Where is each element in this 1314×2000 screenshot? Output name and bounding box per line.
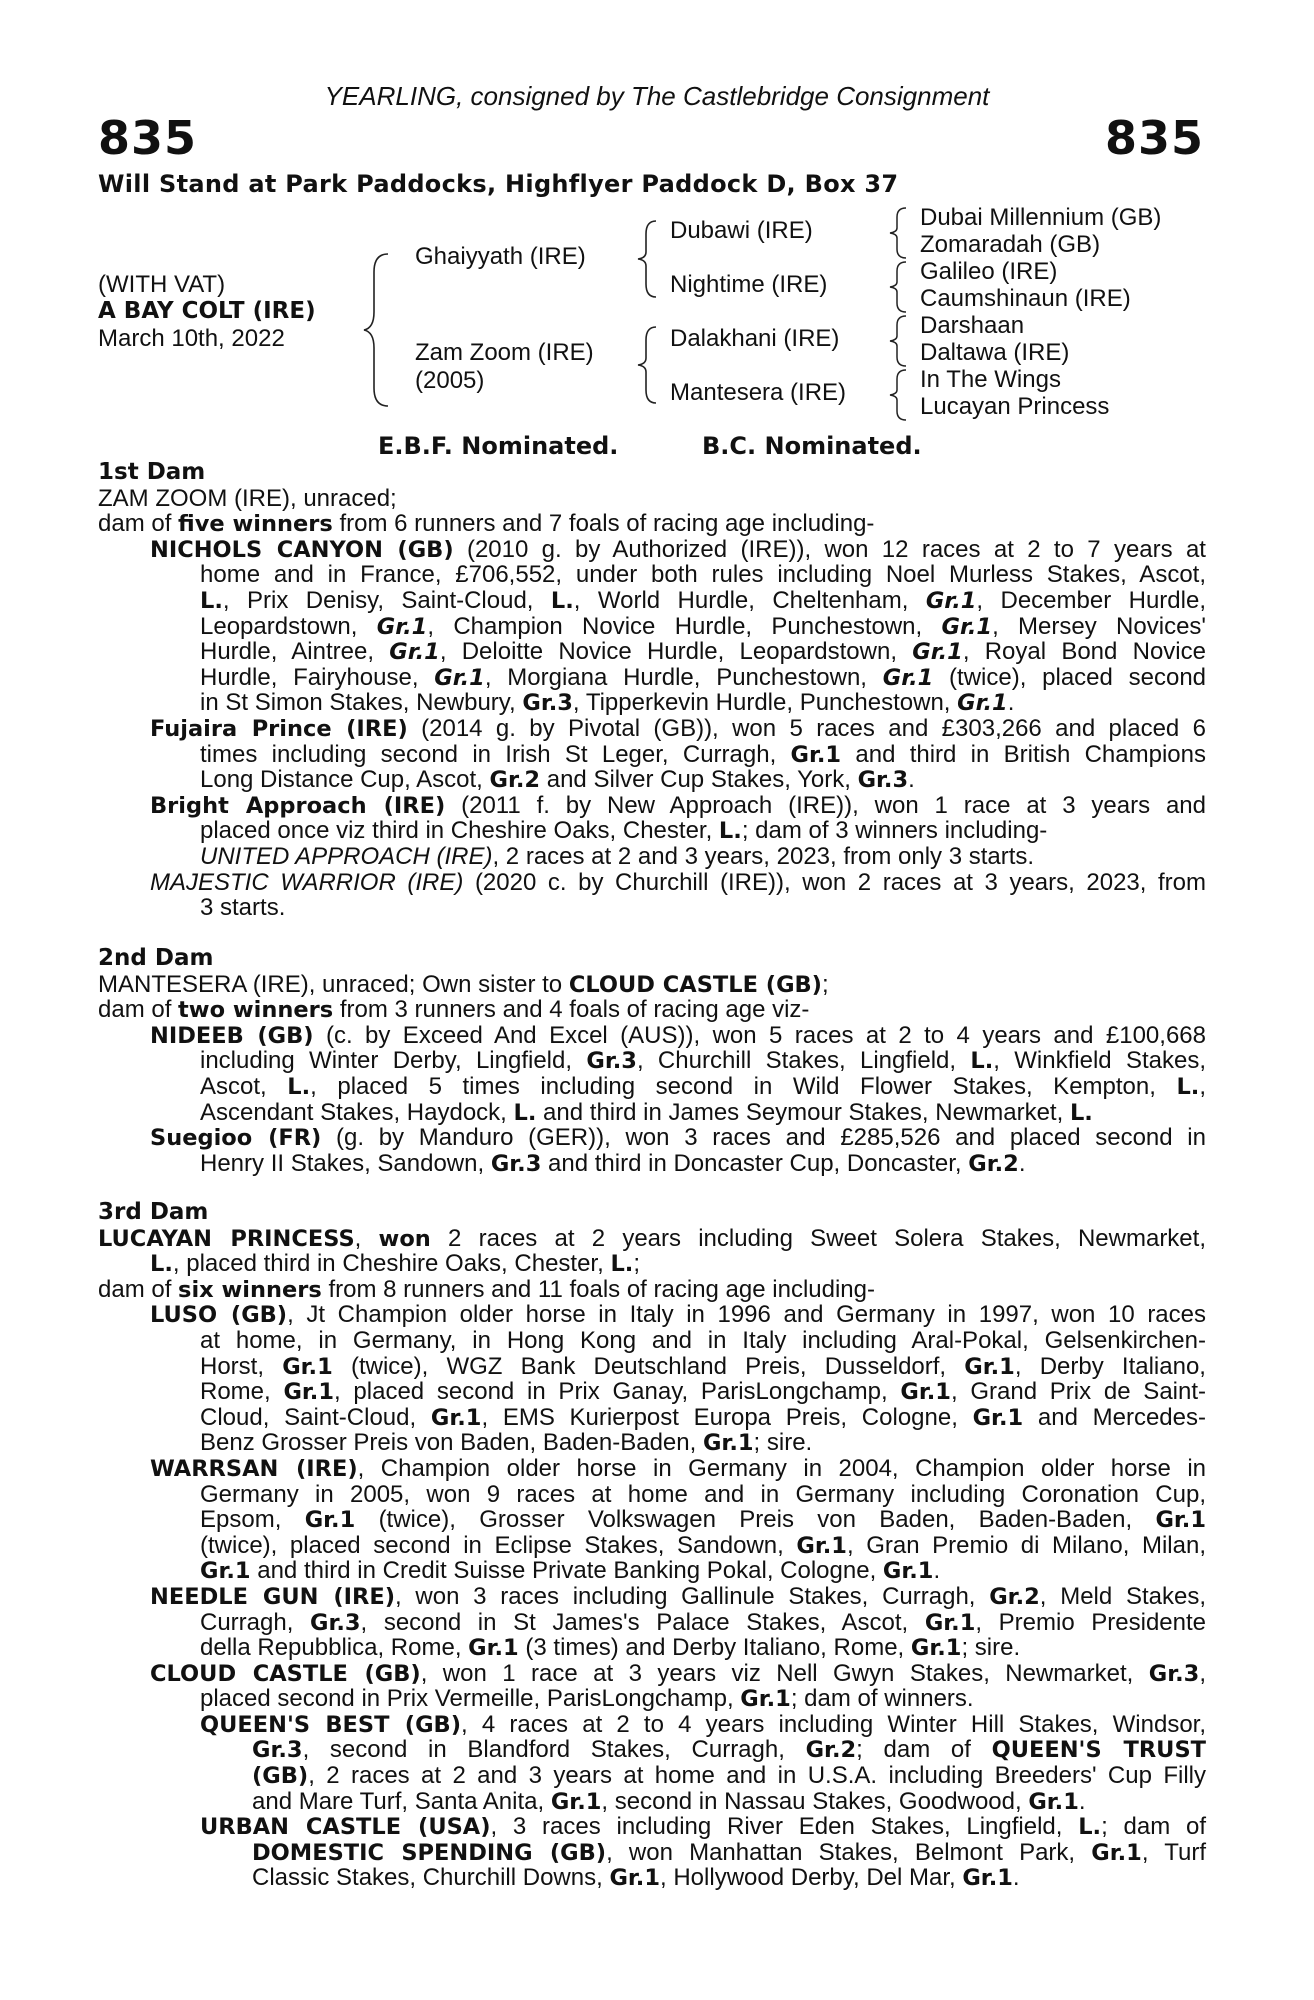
produce-entry: [98, 537, 1206, 563]
text-run: from 6 runners and 7 foals of racing age including-: [332, 510, 875, 538]
stabling-location: Will Stand at Park Paddocks, Highflyer Paddock D, Box 37: [98, 170, 899, 198]
produce-entry-cont: [98, 690, 1206, 716]
dam-sire: Dalakhani (IRE): [670, 325, 840, 352]
sdd: Caumshinaun (IRE): [920, 285, 1131, 312]
text-run: Gr.1: [1091, 1839, 1142, 1866]
text-run: , won 3 races including Gallinule Stakes, Curragh,: [394, 1582, 990, 1610]
produce-entry-cont: at home, in Germany, in Hong Kong and in Italy including Aral-Pokal, Gelsenkirchen-: [200, 1326, 1206, 1354]
text-run: Gr.1: [434, 664, 485, 691]
text-run: and Silver Cup Stakes, York,: [540, 766, 858, 794]
text-run: , Champion Novice Hurdle, Punchestown,: [427, 612, 942, 640]
text-run: L.: [1069, 1099, 1093, 1126]
first-dam-section: [98, 460, 1206, 921]
third-dam-produce-line: [98, 1277, 1206, 1303]
text-run: Gr.1: [925, 587, 977, 614]
text-run: Gr.1: [609, 1865, 661, 1892]
text-run: (g. by Manduro (GER)), won 3 races and £285,526 and placed second in: [321, 1124, 1206, 1152]
third-dam-heading: 3rd Dam: [98, 1199, 209, 1225]
text-run: Fujaira Prince (IRE): [150, 715, 408, 742]
text-run: NIDEEB (GB): [150, 1022, 314, 1049]
dds: In The Wings: [920, 366, 1061, 393]
text-run: , second in St James's Palace Stakes, Ascot,: [360, 1608, 925, 1636]
produce-entry: [98, 1302, 1206, 1328]
text-run: won: [378, 1225, 431, 1252]
text-run: Leopardstown,: [200, 612, 377, 640]
text-run: Gr.1: [964, 1353, 1015, 1380]
text-run: Gr.1: [550, 1788, 602, 1815]
text-run: (twice), placed second in Eclipse Stakes, Sandown,: [200, 1531, 797, 1559]
text-run: (c. by Exceed And Excel (AUS)), won 5 races at 2 to 4 years and £100,668: [313, 1021, 1206, 1049]
text-run: placed once viz third in Cheshire Oaks, Chester,: [200, 817, 719, 845]
produce-entry-cont: [98, 1379, 1206, 1405]
grand-produce-entry-cont: [98, 1737, 1206, 1763]
text-run: .: [1018, 1149, 1026, 1177]
text-run: , placed 5 times including second in Wild Flower Stakes, Kempton,: [310, 1072, 1177, 1100]
text-run: ;: [633, 1250, 640, 1278]
produce-entry: [98, 1023, 1206, 1049]
text-run: Gr.1: [910, 1635, 962, 1662]
text-run: MANTESERA (IRE), unraced; Own sister to: [98, 970, 569, 998]
text-run: and Mare Turf, Santa Anita,: [252, 1787, 551, 1815]
sire-dam: Nightime (IRE): [670, 271, 828, 298]
second-dam-line: [98, 972, 1206, 998]
sire-name: Ghaiyyath (IRE): [415, 243, 586, 270]
dam-name: Zam Zoom (IRE): [415, 339, 594, 366]
text-run: NEEDLE GUN (IRE): [150, 1583, 395, 1610]
produce-entry-cont: [98, 1635, 1206, 1661]
text-run: Ascot,: [200, 1072, 288, 1100]
text-run: Gr.3: [252, 1737, 303, 1764]
text-run: ; sire.: [961, 1634, 1021, 1662]
text-run: CLOUD CASTLE (GB): [568, 971, 822, 998]
text-run: , Derby Italiano,: [1014, 1352, 1206, 1380]
first-dam-produce-line: [98, 511, 1206, 537]
grand-produce-entry: [98, 1712, 1206, 1738]
text-run: , Gran Premio di Milano, Milan,: [846, 1531, 1206, 1559]
text-run: , Meld Stakes,: [1039, 1582, 1206, 1610]
text-run: Gr.3: [1148, 1660, 1200, 1687]
lot-number-left: 835: [98, 111, 198, 165]
grand-produce-entry-cont: [98, 1763, 1206, 1789]
text-run: placed second in Prix Vermeille, ParisLongchamp,: [200, 1685, 741, 1713]
produce-entry: [98, 1661, 1206, 1687]
produce-entry-cont: [98, 1074, 1206, 1100]
text-run: , Turf: [1141, 1838, 1206, 1866]
third-dam-line: [98, 1226, 1206, 1252]
produce-entry: [98, 1584, 1206, 1610]
produce-entry-cont: [98, 1048, 1206, 1074]
text-run: , Jt Champion older horse in Italy in 1996 and Germany in 1997, won 10 races: [287, 1301, 1207, 1329]
text-run: from 8 runners and 11 foals of racing age including-: [321, 1275, 875, 1303]
text-run: Gr.1: [972, 1404, 1024, 1431]
text-run: five winners: [178, 511, 333, 538]
text-run: (3 times) and Derby Italiano, Rome,: [518, 1634, 911, 1662]
text-run: , Deloitte Novice Hurdle, Leopardstown,: [439, 638, 913, 666]
text-run: , 2 races at 2 and 3 years, 2023, from only 3 starts.: [492, 842, 1035, 870]
brace-ds: [886, 314, 912, 368]
produce-entry-cont: [98, 1686, 1206, 1712]
text-run: (twice), Grosser Volkswagen Preis von Baden, Baden-Baden,: [355, 1506, 1156, 1534]
text-run: Gr.1: [200, 1558, 251, 1585]
text-run: Gr.2: [968, 1150, 1019, 1177]
text-run: ; dam of: [856, 1736, 992, 1764]
text-run: , second in Blandford Stakes, Curragh,: [302, 1736, 806, 1764]
text-run: 2 races at 2 years including Sweet Solera Stakes, Newmarket,: [430, 1224, 1206, 1252]
text-run: della Repubblica, Rome,: [200, 1634, 469, 1662]
text-run: , won 1 race at 3 years viz Nell Gwyn Stakes, Newmarket,: [420, 1659, 1149, 1687]
text-run: (twice), WGZ Bank Deutschland Preis, Dusseldorf,: [332, 1352, 965, 1380]
text-run: Gr.1: [924, 1609, 976, 1636]
text-run: Cloud, Saint-Cloud,: [200, 1403, 431, 1431]
text-run: and Mercedes-: [1023, 1403, 1206, 1431]
text-run: , won Manhattan Stakes, Belmont Park,: [606, 1838, 1092, 1866]
produce-entry: [98, 793, 1206, 819]
third-dam-section: [98, 1200, 1206, 1891]
text-run: , Champion older horse in Germany in 2004, Champion older horse in: [357, 1454, 1206, 1482]
text-run: , Winkfield Stakes,: [993, 1047, 1207, 1075]
text-run: (twice), placed second: [933, 663, 1207, 691]
text-run: LUSO (GB): [150, 1302, 288, 1329]
second-dam-heading: 2nd Dam: [98, 945, 214, 971]
text-run: Epsom,: [200, 1506, 305, 1534]
text-run: Hurdle, Fairyhouse,: [200, 663, 435, 691]
text-run: Gr.1: [1028, 1788, 1079, 1815]
text-run: , Churchill Stakes, Lingfield,: [636, 1047, 971, 1075]
text-run: , placed second in Prix Ganay, ParisLongchamp,: [334, 1378, 901, 1406]
text-run: L.: [718, 818, 742, 845]
text-run: Long Distance Cup, Ascot,: [200, 766, 490, 794]
produce-entry-cont: 3 starts.: [200, 894, 286, 922]
produce-entry-cont: home and in France, £706,552, under both rules including Noel Murless Stakes, Ascot,: [200, 561, 1206, 589]
produce-entry-cont: [98, 1533, 1206, 1559]
text-run: , 2 races at 2 and 3 years at home and in U.S.A. including Breeders' Cup Filly: [308, 1762, 1206, 1790]
first-dam-line: ZAM ZOOM (IRE), unraced;: [98, 484, 397, 512]
text-run: , 3 races including River Eden Stakes, Lingfield,: [490, 1813, 1079, 1841]
text-run: dam of: [98, 996, 179, 1024]
produce-entry-cont: [98, 1430, 1206, 1456]
text-run: , Hollywood Derby, Del Mar,: [660, 1864, 963, 1892]
produce-entry: [98, 870, 1206, 896]
text-run: dam of: [98, 1275, 179, 1303]
produce-entry-cont: Germany in 2005, won 9 races at home and in Germany including Coronation Cup,: [200, 1480, 1206, 1508]
foaling-date: March 10th, 2022: [98, 325, 285, 352]
produce-entry-cont: [98, 614, 1206, 640]
produce-entry-cont: [98, 588, 1206, 614]
text-run: ; dam of 3 winners including-: [741, 817, 1048, 845]
text-run: .: [908, 766, 915, 794]
text-run: , December Hurdle,: [976, 586, 1206, 614]
lot-number-right: 835: [1104, 111, 1204, 165]
text-run: Gr.3: [857, 767, 909, 794]
produce-entry-cont: [98, 665, 1206, 691]
produce-entry-cont: [98, 1558, 1206, 1584]
text-run: Gr.1: [882, 1558, 934, 1585]
main-brace: [360, 250, 400, 410]
text-run: Bright Approach (IRE): [150, 792, 446, 819]
dss: Darshaan: [920, 312, 1025, 339]
sds: Galileo (IRE): [920, 258, 1058, 285]
text-run: Gr.1: [430, 1404, 482, 1431]
text-run: .: [1012, 1864, 1020, 1892]
produce-entry-cont: [98, 1151, 1206, 1177]
text-run: Gr.3: [586, 1048, 637, 1075]
text-run: L.: [550, 587, 574, 614]
text-run: , Morgiana Hurdle, Punchestown,: [484, 663, 883, 691]
text-run: L.: [513, 1099, 537, 1126]
horse-name: A BAY COLT (IRE): [98, 298, 316, 324]
text-run: Classic Stakes, Churchill Downs,: [252, 1864, 610, 1892]
sire-brace: [634, 218, 664, 300]
text-run: , placed third in Cheshire Oaks, Chester,: [172, 1250, 611, 1278]
text-run: , second in Nassau Stakes, Goodwood,: [601, 1787, 1029, 1815]
text-run: Gr.1: [900, 1379, 951, 1406]
second-dam-section: [98, 946, 1206, 1176]
brace-ss: [886, 206, 912, 260]
produce-entry-cont: [98, 1100, 1206, 1126]
ebf-nominated: E.B.F. Nominated.: [378, 432, 619, 460]
text-run: Gr.2: [989, 1583, 1040, 1610]
dsd: Daltawa (IRE): [920, 339, 1070, 366]
text-run: Gr.3: [522, 690, 573, 717]
text-run: , Grand Prix de Saint-: [950, 1378, 1207, 1406]
text-run: Gr.1: [957, 690, 1008, 717]
text-run: QUEEN'S TRUST: [991, 1737, 1207, 1764]
text-run: Gr.3: [490, 1150, 542, 1177]
text-run: Gr.1: [740, 1686, 791, 1713]
dam-brace: [634, 324, 664, 406]
text-run: Gr.1: [962, 1865, 1013, 1892]
produce-entry-cont: [98, 767, 1206, 793]
text-run: L.: [610, 1251, 634, 1278]
text-run: WARRSAN (IRE): [150, 1455, 358, 1482]
text-run: Gr.2: [489, 767, 541, 794]
text-run: (2020 c. by Churchill (IRE)), won 2 races at 3 years, 2023, from: [463, 868, 1207, 896]
consignor-line: YEARLING, consigned by The Castlebridge Consignment: [324, 81, 990, 111]
text-run: six winners: [178, 1276, 322, 1303]
text-run: (2010 g. by Authorized (IRE)), won 12 races at 2 to 7 years at: [453, 535, 1206, 563]
dam-year: (2005): [415, 367, 485, 394]
text-run: Gr.1: [882, 664, 934, 691]
text-run: Gr.1: [790, 741, 842, 768]
text-run: Gr.1: [796, 1532, 847, 1559]
text-run: Gr.1: [389, 639, 440, 666]
text-run: (GB): [252, 1763, 309, 1790]
text-run: , World Hurdle, Cheltenham,: [573, 586, 926, 614]
text-run: ,: [354, 1224, 379, 1252]
text-run: Suegioo (FR): [150, 1125, 322, 1152]
text-run: ,: [1199, 1072, 1207, 1100]
text-run: Gr.1: [468, 1635, 519, 1662]
text-run: ; sire.: [753, 1429, 813, 1457]
grand-produce-entry-cont: [98, 1840, 1206, 1866]
grand-produce-entry-cont: [98, 1789, 1206, 1815]
text-run: L.: [200, 587, 223, 614]
text-run: ,: [1199, 1659, 1206, 1687]
text-run: , EMS Kurierpost Europa Preis, Cologne,: [481, 1403, 973, 1431]
text-run: Hurdle, Aintree,: [200, 638, 390, 666]
text-run: Gr.1: [376, 613, 428, 640]
second-dam-produce-line: [98, 997, 1206, 1023]
text-run: MAJESTIC WARRIOR (IRE): [150, 868, 464, 896]
text-run: Rome,: [200, 1378, 284, 1406]
brace-sd: [886, 260, 912, 314]
ssd: Zomaradah (GB): [920, 231, 1101, 258]
text-run: L.: [150, 1251, 173, 1278]
produce-entry-cont: [98, 1405, 1206, 1431]
text-run: Gr.1: [282, 1353, 333, 1380]
text-run: Gr.1: [912, 639, 963, 666]
text-run: ; dam of winners.: [790, 1685, 974, 1713]
text-run: L.: [1176, 1073, 1200, 1100]
text-run: QUEEN'S BEST (GB): [200, 1711, 461, 1738]
text-run: L.: [970, 1048, 994, 1075]
text-run: times including second in Irish St Leger, Curragh,: [200, 740, 791, 768]
text-run: , 4 races at 2 to 4 years including Winter Hill Stakes, Windsor,: [461, 1710, 1207, 1738]
text-run: Gr.1: [941, 613, 993, 640]
produce-entry-cont: [98, 1354, 1206, 1380]
text-run: Ascendant Stakes, Haydock,: [200, 1098, 514, 1126]
text-run: .: [933, 1557, 941, 1585]
produce-entry-cont: [98, 1610, 1206, 1636]
produce-entry-cont: [98, 639, 1206, 665]
produce-entry: [98, 716, 1206, 742]
text-run: , Premio Presidente: [975, 1608, 1206, 1636]
produce-entry: [98, 1125, 1206, 1151]
text-run: Benz Grosser Preis von Baden, Baden-Baden,: [200, 1429, 703, 1457]
text-run: ;: [821, 970, 829, 998]
text-run: (2011 f. by New Approach (IRE)), won 1 race at 3 years and: [445, 791, 1206, 819]
produce-entry-cont: [98, 1507, 1206, 1533]
brace-dd: [886, 368, 912, 422]
text-run: and third in James Seymour Stakes, Newmarket,: [536, 1098, 1070, 1126]
text-run: L.: [287, 1073, 311, 1100]
text-run: in St Simon Stakes, Newbury,: [200, 689, 523, 717]
text-run: L.: [1078, 1814, 1102, 1841]
text-run: and third in British Champions: [841, 740, 1206, 768]
text-run: Gr.1: [283, 1379, 334, 1406]
ddd: Lucayan Princess: [920, 393, 1110, 420]
text-run: Horst,: [200, 1352, 283, 1380]
text-run: dam of: [98, 510, 179, 538]
third-dam-line-cont: [98, 1251, 1206, 1277]
sss: Dubai Millennium (GB): [920, 204, 1162, 231]
text-run: two winners: [178, 997, 334, 1024]
text-run: DOMESTIC SPENDING (GB): [252, 1839, 607, 1866]
text-run: from 3 runners and 4 foals of racing age viz-: [333, 996, 810, 1024]
text-run: Gr.3: [309, 1609, 361, 1636]
text-run: LUCAYAN PRINCESS: [98, 1225, 355, 1252]
text-run: UNITED APPROACH (IRE): [200, 842, 493, 870]
produce-entry-cont: [98, 742, 1206, 768]
text-run: Gr.1: [1155, 1507, 1207, 1534]
text-run: Curragh,: [200, 1608, 310, 1636]
text-run: , Prix Denisy, Saint-Cloud,: [222, 586, 551, 614]
grand-produce-entry-cont: [98, 1865, 1206, 1891]
text-run: including Winter Derby, Lingfield,: [200, 1047, 587, 1075]
text-run: , Tipperkevin Hurdle, Punchestown,: [572, 689, 958, 717]
text-run: , Royal Bond Novice: [962, 638, 1206, 666]
sire-sire: Dubawi (IRE): [670, 217, 813, 244]
text-run: .: [1007, 689, 1015, 717]
text-run: ; dam of: [1101, 1813, 1207, 1841]
text-run: Gr.1: [702, 1430, 754, 1457]
bc-nominated: B.C. Nominated.: [702, 432, 922, 460]
text-run: URBAN CASTLE (USA): [200, 1814, 491, 1841]
produce-entry: [98, 1456, 1206, 1482]
text-run: NICHOLS CANYON (GB): [150, 536, 454, 563]
produce-entry-cont: [98, 818, 1206, 844]
produce-entry-cont: [98, 844, 1206, 870]
dam-dam: Mantesera (IRE): [670, 379, 847, 406]
text-run: Gr.2: [805, 1737, 857, 1764]
text-run: and third in Doncaster Cup, Doncaster,: [541, 1149, 969, 1177]
text-run: CLOUD CASTLE (GB): [150, 1660, 421, 1687]
first-dam-heading: 1st Dam: [98, 459, 206, 485]
text-run: Henry II Stakes, Sandown,: [200, 1149, 491, 1177]
text-run: and third in Credit Suisse Private Banking Pokal, Cologne,: [250, 1557, 883, 1585]
text-run: .: [1078, 1787, 1086, 1815]
grand-produce-entry: [98, 1814, 1206, 1840]
text-run: (2014 g. by Pivotal (GB)), won 5 races and £303,266 and placed 6: [407, 714, 1207, 742]
text-run: , Mersey Novices': [992, 612, 1206, 640]
text-run: Gr.1: [304, 1507, 356, 1534]
vat-note: (WITH VAT): [98, 271, 226, 298]
